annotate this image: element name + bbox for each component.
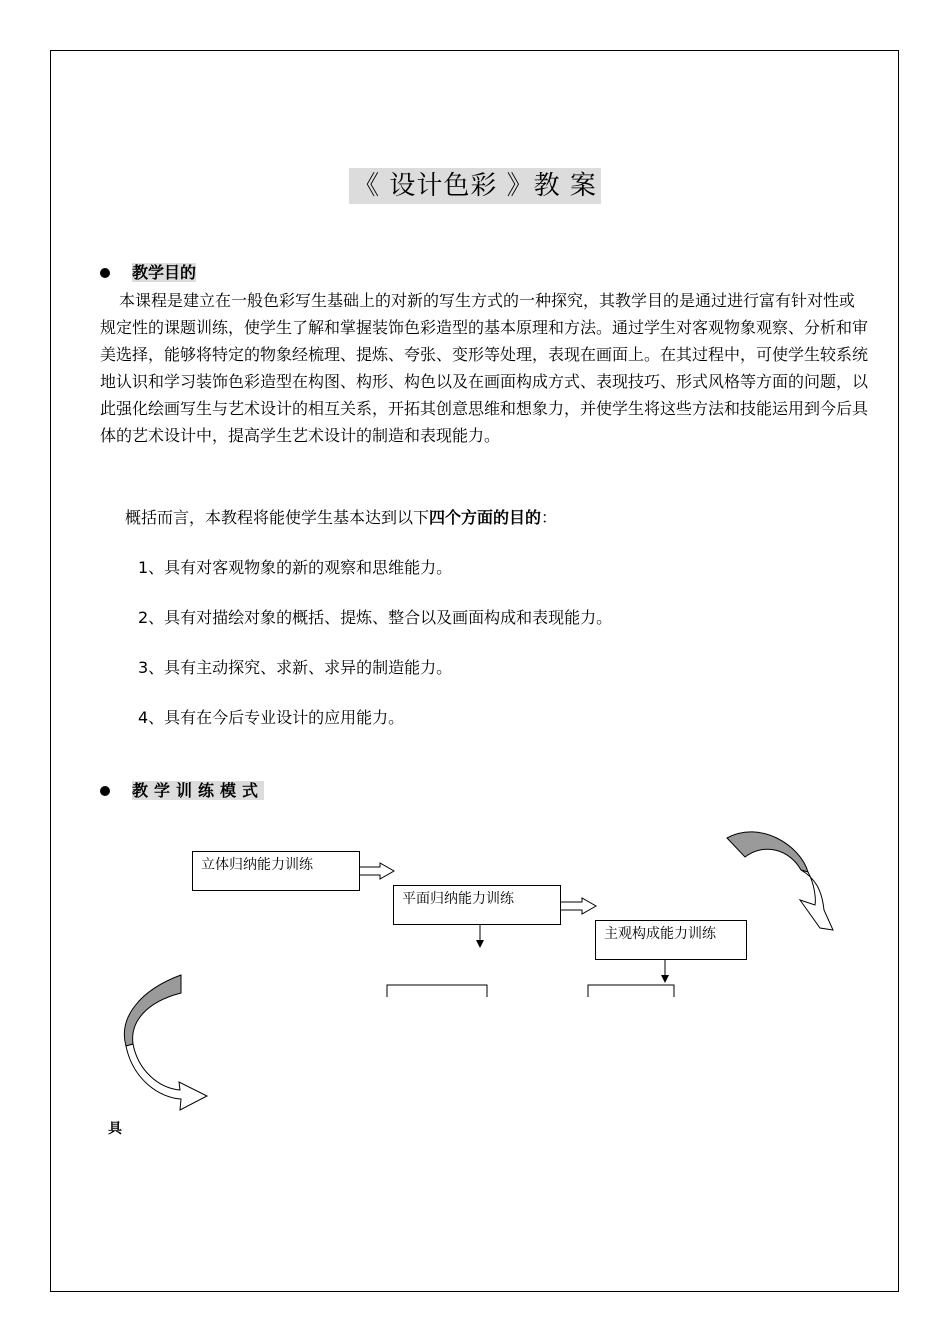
curved-arrow-icon: [727, 832, 808, 872]
summary-bold: 四个方面的目的: [429, 508, 542, 527]
section-heading-label: 教学训练模式: [132, 781, 265, 800]
curved-arrow-icon: [800, 870, 833, 930]
curved-arrow-icon: [124, 975, 181, 1046]
arrowhead-icon: [476, 940, 484, 948]
objectives-paragraph: 本课程是建立在一般色彩写生基础上的对新的写生方式的一种探究，其教学目的是通过进行富有针对性或规定性的课题训练，使学生了解和掌握装饰色彩造型的基本原理和方法。通过学生对客观物象观察、分析和审美选择，能够将特定的物象经梳理、提炼、夸张、变形等处理，表现在画面上。在其过程中，可使学生较系统地认识和学习装饰色彩造型在构图、构形、构色以及在画面构成方式、表现技巧、形式风格等方面的问题，以此强化绘画写生与艺术设计的相互关系，开拓其创意思维和想象力，并使学生将这些方法和技能运用到今后具体的艺术设计中，提高学生艺术设计的制造和表现能力。: [100, 291, 869, 445]
objective-item: 4、具有在今后专业设计的应用能力。: [138, 708, 405, 727]
summary-suffix: ：: [541, 508, 558, 527]
bracket-shape: [588, 985, 674, 997]
document-title: 《 设计色彩 》教 案: [349, 168, 601, 204]
training-box-2d: 平面归纳能力训练: [393, 885, 561, 925]
bracket-shape: [387, 985, 487, 997]
training-box-composition: 主观构成能力训练: [595, 920, 747, 960]
summary-prefix: 概括而言，本教程将能使学生基本达到以下: [125, 508, 430, 527]
objective-item: 3、具有主动探究、求新、求异的制造能力。: [138, 658, 453, 677]
diagram-side-char: 具: [108, 1121, 122, 1137]
arrowhead-icon: [661, 975, 669, 983]
training-box-3d: 立体归纳能力训练: [192, 851, 360, 891]
curved-arrow-icon: [126, 1044, 207, 1110]
section-heading-label: 教学目的: [132, 263, 197, 282]
objective-item: 2、具有对描绘对象的概括、提炼、整合以及画面构成和表现能力。: [138, 608, 613, 627]
objective-item: 1、具有对客观物象的新的观察和思维能力。: [138, 558, 453, 577]
